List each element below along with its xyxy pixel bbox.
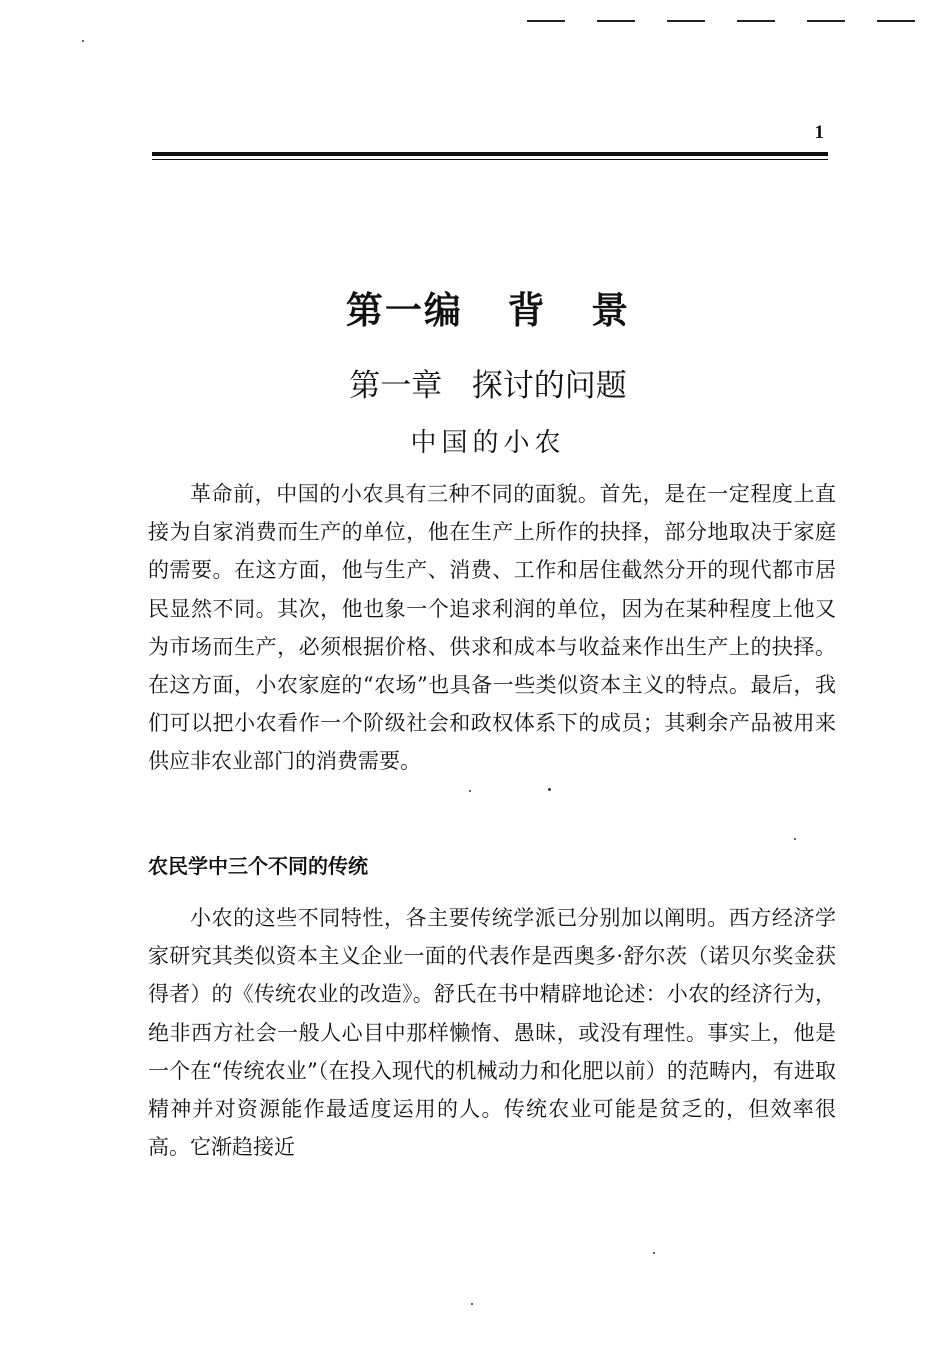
header-rule-thick: [152, 152, 828, 156]
top-dash-3: [667, 20, 705, 22]
page-number: 1: [814, 122, 824, 143]
scan-speck: [653, 1252, 655, 1254]
part-title: 第一编 背 景: [345, 288, 631, 332]
scan-speck: [794, 838, 796, 840]
body-paragraph-2: 小农的这些不同特性，各主要传统学派已分别加以阐明。西方经济学家研究其类似资本主义企业一面的代表作是西奥多·舒尔茨（诺贝尔奖金获得者）的《传统农业的改造》。舒氏在书中精辟地论述：小农的经济行为，绝非西方社会一般人心目中那样懒惰、愚昧，或没有理性。事实上，他是一个在“传统农业”（在投入现代的机械动力和化肥以前）的范畴内，有进取精神并对资源能作最适度运用的人。传统农业可能是贫乏的，但效率很高。它渐趋接近: [148, 906, 836, 1160]
top-dash-2: [597, 20, 635, 22]
scan-speck: [471, 1303, 473, 1305]
top-dash-6: [877, 20, 915, 22]
top-dash-1: [527, 20, 565, 22]
top-dash-5: [807, 20, 845, 22]
header-rule-thin: [152, 159, 828, 160]
scan-speck: [82, 40, 84, 42]
body-paragraph-1: 革命前，中国的小农具有三种不同的面貌。首先，是在一定程度上直接为自家消费而生产的单位，他在生产上所作的抉择，部分地取决于家庭的需要。在这方面，他与生产、消费、工作和居住截然分开的现代都市居民显然不同。其次，他也象一个追求利润的单位，因为在某种程度上他又为市场而生产，必须根据价格、供求和成本与收益来作出生产上的抉择。在这方面，小农家庭的“农场”也具备一些类似资本主义的特点。最后，我们可以把小农看作一个阶级社会和政权体系下的成员；其剩余产品被用来供应非农业部门的消费需要。: [148, 482, 836, 774]
subheading: 农民学中三个不同的传统: [148, 854, 368, 878]
top-dash-4: [737, 20, 775, 22]
section-title: 中国的小农: [410, 428, 566, 458]
scan-speck: [548, 788, 551, 791]
scan-speck: [469, 790, 471, 792]
chapter-title: 第一章 探讨的问题: [349, 368, 627, 404]
